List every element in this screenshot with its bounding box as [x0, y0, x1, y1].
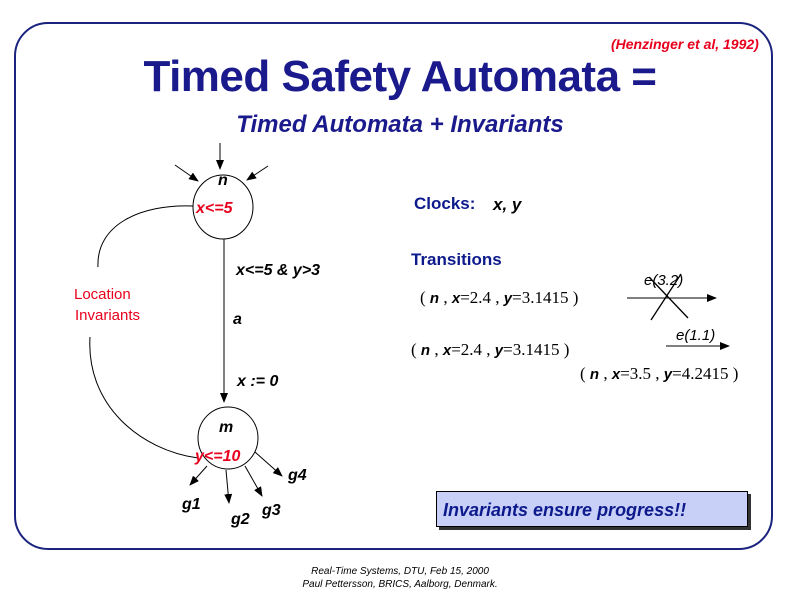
state-row2-after: ( n , x=3.5 , y=4.2415 ) [580, 364, 739, 383]
location-n-name: n [218, 172, 228, 189]
invariants-label-line2: Invariants [75, 307, 141, 324]
state-row2-before: ( n , x=2.4 , y=3.1415 ) [411, 340, 570, 359]
footer-line1: Real-Time Systems, DTU, Feb 15, 2000 [311, 566, 489, 577]
edge-reset: x := 0 [237, 373, 279, 390]
citation: (Henzinger et al, 1992) [611, 36, 759, 52]
initial-arrow-left [175, 165, 198, 181]
invariants-label-line1: Location [74, 286, 131, 303]
out-label-g2: g2 [231, 511, 250, 528]
invariant-pointer-upper [98, 206, 193, 267]
clocks-label: Clocks: [414, 194, 476, 213]
out-arrow-g1 [190, 466, 207, 485]
slide-subtitle: Timed Automata + Invariants [236, 111, 564, 138]
transitions-label: Transitions [411, 250, 502, 269]
progress-callout [436, 491, 748, 527]
location-m-invariant: y<=10 [195, 448, 241, 465]
footer-line2: Paul Pettersson, BRICS, Aalborg, Denmark. [302, 579, 498, 590]
invariant-pointer-lower [90, 337, 198, 458]
edge-action: a [233, 311, 242, 328]
out-arrow-g4 [255, 452, 282, 476]
delay-label-ok: e(1.1) [676, 327, 716, 344]
edge-guard: x<=5 & y>3 [236, 262, 321, 279]
out-label-g4: g4 [288, 467, 307, 484]
location-n-invariant: x<=5 [196, 200, 233, 217]
out-label-g1: g1 [182, 496, 201, 513]
delay-label-crossed: e(3.2) [644, 272, 684, 289]
slide-title: Timed Safety Automata = [143, 52, 657, 101]
initial-arrow-right [247, 166, 268, 180]
state-row1-before: ( n , x=2.4 , y=3.1415 ) [420, 288, 579, 307]
callout-text: Invariants ensure progress!! [443, 500, 687, 520]
location-m-name: m [219, 419, 234, 436]
out-arrow-g3 [245, 466, 262, 496]
out-arrow-g2 [226, 470, 229, 503]
out-label-g3: g3 [262, 502, 281, 519]
clocks-vars: x, y [493, 195, 522, 214]
